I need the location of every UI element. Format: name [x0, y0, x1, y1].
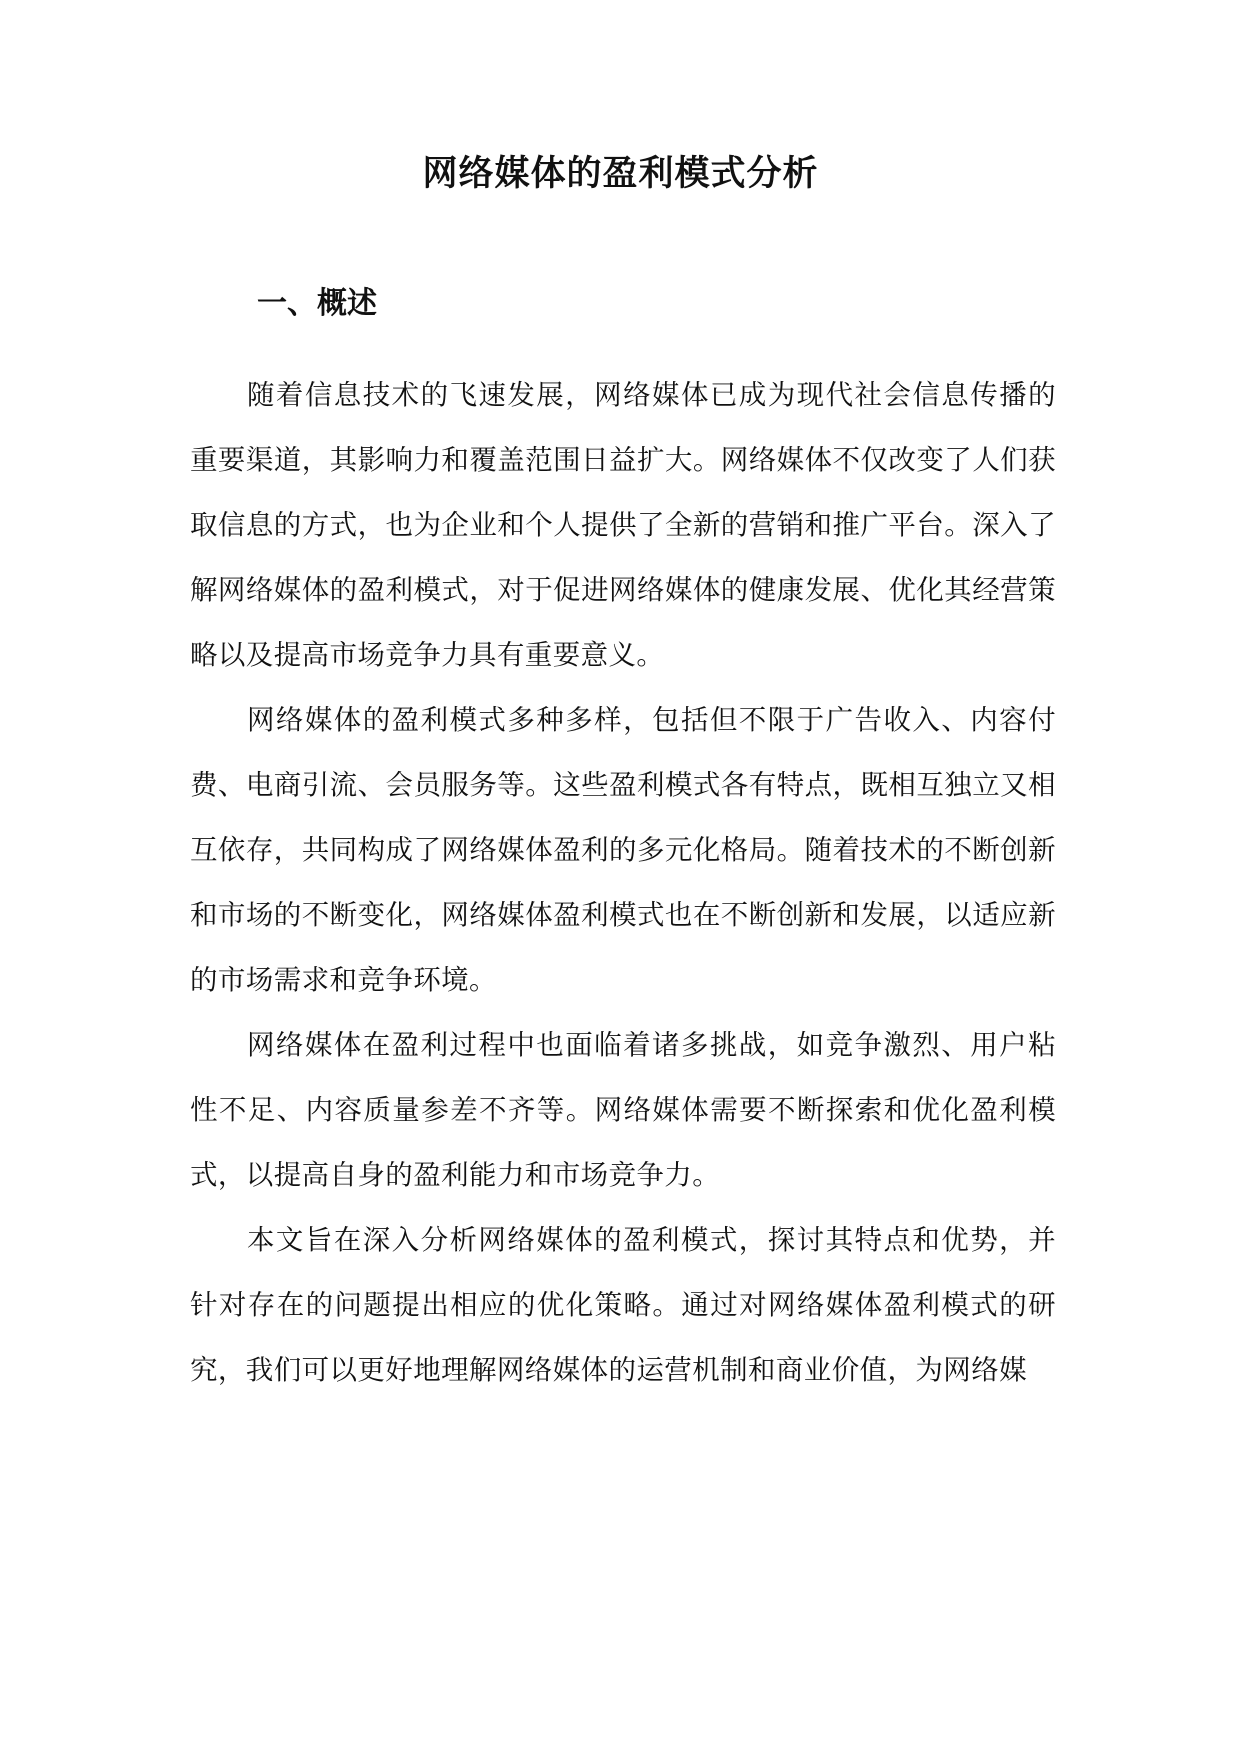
paragraph-1: 随着信息技术的飞速发展，网络媒体已成为现代社会信息传播的重要渠道，其影响力和覆盖范围日益扩大。网络媒体不仅改变了人们获取信息的方式，也为企业和个人提供了全新的营销和推广平台。深入了解网络媒体的盈利模式，对于促进网络媒体的健康发展、优化其经营策略以及提高市场竞争力具有重要意义。	[190, 379, 1056, 671]
section-heading: 一、概述	[257, 286, 377, 321]
paragraph-3: 网络媒体在盈利过程中也面临着诸多挑战，如竞争激烈、用户粘性不足、内容质量参差不齐等。网络媒体需要不断探索和优化盈利模式，以提高自身的盈利能力和市场竞争力。	[190, 1029, 1056, 1191]
document-body	[190, 363, 1056, 1403]
document-title: 网络媒体的盈利模式分析	[422, 153, 819, 194]
paragraph-2: 网络媒体的盈利模式多种多样，包括但不限于广告收入、内容付费、电商引流、会员服务等。这些盈利模式各有特点，既相互独立又相互依存，共同构成了网络媒体盈利的多元化格局。随着技术的不断创新和市场的不断变化，网络媒体盈利模式也在不断创新和发展，以适应新的市场需求和竞争环境。	[190, 704, 1056, 996]
paragraph-4: 本文旨在深入分析网络媒体的盈利模式，探讨其特点和优势，并针对存在的问题提出相应的优化策略。通过对网络媒体盈利模式的研究，我们可以更好地理解网络媒体的运营机制和商业价值，为网络媒	[190, 1224, 1056, 1386]
